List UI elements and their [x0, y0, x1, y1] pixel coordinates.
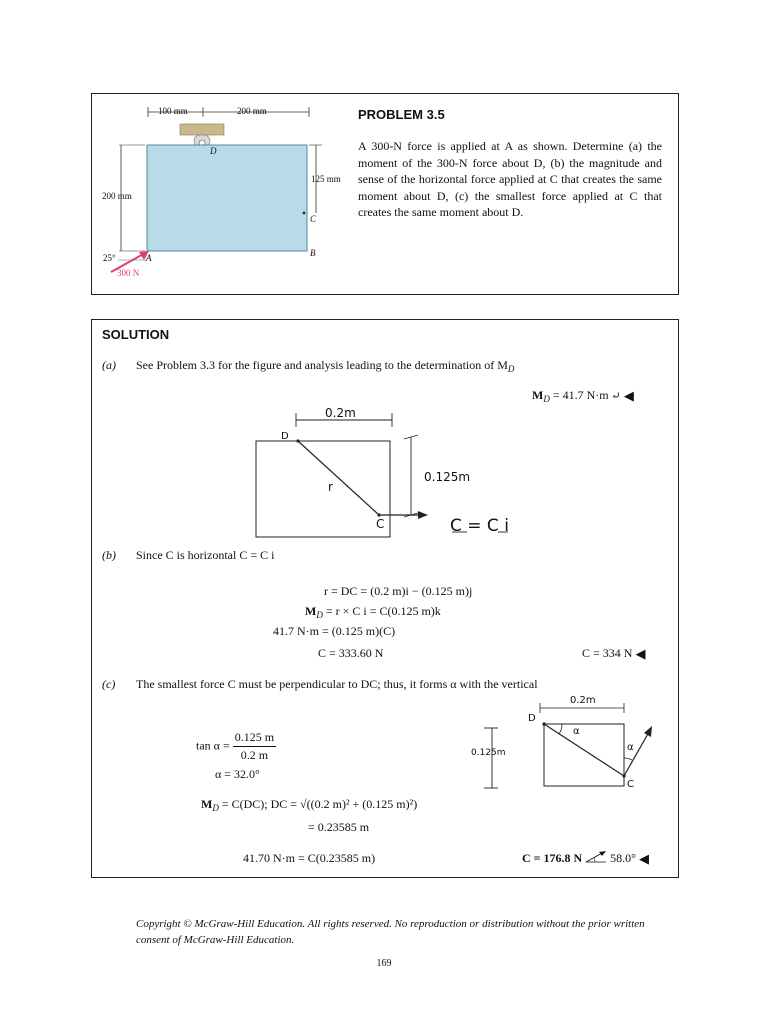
- part-a-text: See Problem 3.3 for the figure and analysis leading to the determination of $M_D$: [136, 358, 515, 374]
- label-A: A: [146, 253, 152, 263]
- result-marker-icon: ◀: [623, 388, 634, 403]
- ccw-moment-icon: ⤾: [611, 390, 621, 402]
- solution-heading: SOLUTION: [102, 327, 170, 342]
- part-c-md: $M_D = C(DC)$; DC = √((0.2 m)² + (0.125 m)²): [201, 797, 418, 813]
- sketch-a-label-C: C: [376, 517, 385, 531]
- part-b-result: C = 334 N ◀: [582, 646, 646, 661]
- part-b-eq2: $M_D = r \times C$ i = C(0.125 m)k: [305, 604, 441, 620]
- part-c-result: C = 176.8 N 58.0° ◀: [522, 851, 649, 866]
- result-marker-icon: ◀: [638, 851, 649, 866]
- dim-200mm-left: 200 mm: [102, 191, 132, 201]
- sketch-c-label-D: D: [528, 713, 536, 724]
- part-a-result: $M_D = 41.7$ N·m ⤾ ◀: [532, 388, 634, 404]
- label-C: C: [310, 214, 317, 224]
- page-number: 169: [376, 958, 392, 969]
- part-c-dc-value: = 0.23585 m: [308, 820, 370, 834]
- footer-copyright: Copyright © McGraw-Hill Education. All rights reserved. No reproduction or distribution without the prior written consent of McGraw-Hill Education.: [136, 918, 645, 946]
- problem-title: PROBLEM 3.5: [358, 107, 445, 122]
- part-a-label: (a): [102, 358, 116, 372]
- part-b-text: Since C is horizontal C = C i: [136, 548, 275, 562]
- arrow-C-min-icon: [644, 726, 652, 737]
- problem-statement: A 300-N force is applied at A as shown. Determine (a) the moment of the 300-N force about D, (b) the magnitude and sense of the horizontal force applied at C that creates the same moment about D, (c) the smallest force applied at C that creates the same moment about D.: [358, 139, 662, 219]
- sketch-c-label-alpha-1: α: [573, 726, 580, 737]
- angle-25: 25°: [103, 253, 116, 263]
- part-c-label: (c): [102, 677, 116, 691]
- sketch-c-dim-height: 0.125m: [471, 748, 506, 758]
- dim-100mm: 100 mm: [158, 106, 188, 116]
- sketch-a-dim-width: 0.2m: [325, 406, 356, 420]
- sketch-c-label-C: C: [627, 779, 634, 790]
- part-b-eq4: C = 333.60 N: [318, 646, 384, 660]
- sketch-a-label-D: D: [281, 431, 289, 442]
- solution-box: [91, 319, 679, 878]
- force-300N: 300 N: [117, 268, 140, 278]
- part-c-text: The smallest force C must be perpendicular to DC; thus, it forms α with the vertical: [136, 677, 538, 691]
- part-b-eq3: 41.7 N·m = (0.125 m)(C): [273, 624, 396, 638]
- dim-125mm: 125 mm: [311, 174, 341, 184]
- plate: [147, 145, 307, 251]
- part-c-tan: tan α = $\frac{0.125 m}{0.2 m}$: [196, 730, 275, 762]
- arrow-C-icon: [418, 511, 428, 519]
- sketch-a-equation: C = C i: [450, 516, 509, 536]
- dim-200mm-top: 200 mm: [237, 106, 267, 116]
- part-c-alpha: α = 32.0°: [215, 767, 260, 781]
- part-c-final-eq: 41.70 N·m = C(0.23585 m): [243, 851, 376, 865]
- sketch-c-dim-width: 0.2m: [570, 695, 596, 706]
- support-bracket: [180, 124, 224, 135]
- part-b-label: (b): [102, 548, 116, 562]
- problem-figure: [92, 94, 352, 294]
- sketch-c-label-alpha-2: α: [627, 742, 634, 753]
- result-marker-icon: ◀: [635, 646, 646, 661]
- label-B: B: [310, 248, 316, 258]
- problem-box: [91, 93, 679, 295]
- sketch-a-dim-height: 0.125m: [424, 470, 471, 484]
- angle-direction-icon: [585, 851, 607, 863]
- sketch-a-label-r: r: [328, 480, 333, 494]
- label-D: D: [210, 146, 217, 156]
- part-b-eq1: r = DC = (0.2 m)i − (0.125 m)j: [324, 584, 473, 598]
